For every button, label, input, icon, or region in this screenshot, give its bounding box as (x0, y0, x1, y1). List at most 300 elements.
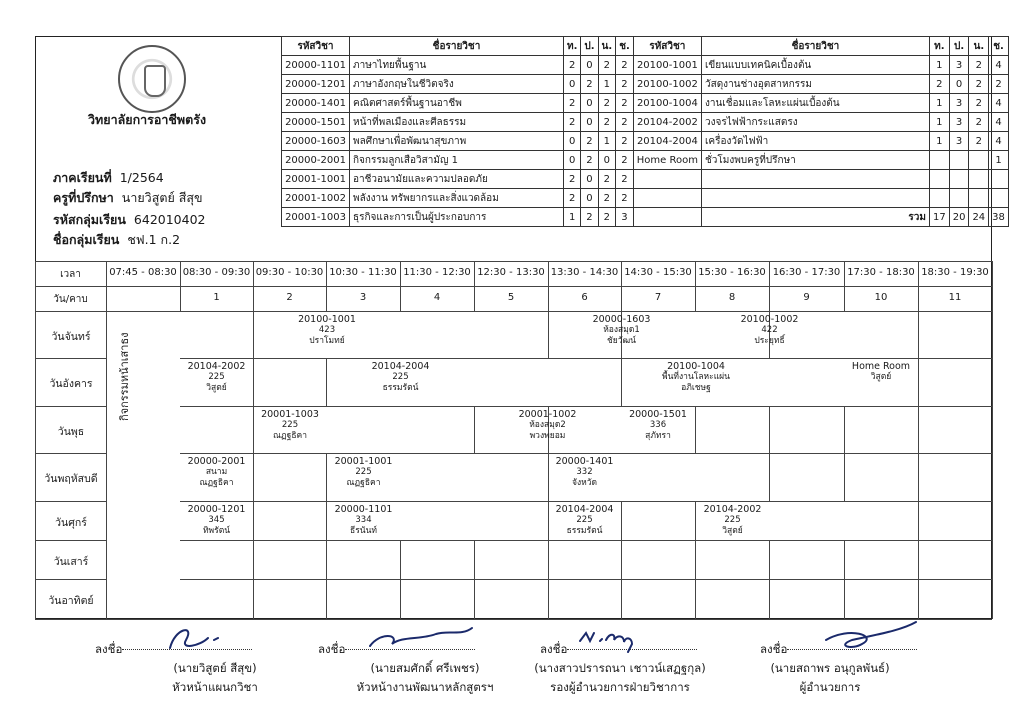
empty-cell (929, 170, 949, 189)
signature-line (540, 641, 697, 659)
grid-vline (326, 540, 327, 579)
subject-hours: 2 (616, 113, 634, 132)
subject-code: 20001-1003 (282, 208, 350, 227)
grid-vline (474, 579, 475, 619)
info-value: 642010402 (133, 212, 206, 227)
empty-cell (989, 189, 1009, 208)
subject-hours: 2 (989, 75, 1009, 94)
signature-line (95, 641, 252, 659)
signature-line (760, 641, 917, 659)
empty-cell (701, 170, 929, 189)
grid-hline (35, 619, 992, 620)
info-label: ชื่อกลุ่มเรียน (53, 232, 120, 247)
period-number: 10 (874, 292, 888, 303)
subject-code: 20100-1002 (633, 75, 701, 94)
subject-hours: 2 (581, 132, 598, 151)
grid-vline (695, 579, 696, 619)
subject-hours: 2 (598, 170, 616, 189)
subject-name: งานเชื่อมและโลหะแผ่นเบื้องต้น (701, 94, 929, 113)
subject-header-cell: รหัสวิชา (633, 37, 701, 56)
subject-row (282, 94, 1009, 113)
subject-name: เครื่องวัดไฟฟ้า (701, 132, 929, 151)
class-block (180, 361, 253, 394)
subject-name: ธุรกิจและการเป็นผู้ประกอบการ (350, 208, 564, 227)
subject-name: เขียนแบบเทคนิคเบื้องต้น (701, 56, 929, 75)
class-block (180, 409, 400, 442)
grid-vline (992, 579, 993, 619)
signer-name: (นายวิสูตย์ สีสุข) (173, 661, 257, 675)
subject-name: วงจรไฟฟ้ากระแสตรง (701, 113, 929, 132)
empty-cell (701, 189, 929, 208)
grid-hline (35, 501, 106, 502)
time-slot: 18:30 - 19:30 (921, 267, 989, 278)
class-teacher: ทิพรัตน์ (202, 526, 231, 536)
subject-hours: 1 (598, 75, 616, 94)
grid-vline (918, 358, 919, 406)
subject-name: คณิตศาสตร์พื้นฐานอาชีพ (350, 94, 564, 113)
subject-hours: 2 (616, 56, 634, 75)
empty-cell (633, 170, 701, 189)
class-block (548, 361, 844, 394)
signature-line (318, 641, 475, 659)
time-slot: 12:30 - 13:30 (477, 267, 545, 278)
subject-hours: 0 (564, 151, 581, 170)
time-slot: 14:30 - 15:30 (624, 267, 692, 278)
class-room: 345 (208, 515, 225, 525)
subject-code: 20104-2002 (633, 113, 701, 132)
empty-cell (989, 170, 1009, 189)
grid-vline (400, 540, 401, 579)
subject-hours: 2 (581, 151, 598, 170)
subject-header-cell: น. (969, 37, 989, 56)
class-room: 225 (724, 515, 741, 525)
subject-hours: 2 (564, 189, 581, 208)
subject-row (282, 56, 1009, 75)
subject-header-cell: ชื่อรายวิชา (701, 37, 929, 56)
total-hours: 38 (989, 208, 1009, 227)
period-number: 11 (948, 292, 962, 303)
grid-hline (35, 358, 106, 359)
period-number: 4 (433, 292, 441, 303)
period-number: 3 (359, 292, 367, 303)
info-label: ครูที่ปรึกษา (53, 190, 114, 205)
day-label: วันอังคาร (49, 378, 93, 390)
subject-hours: 3 (949, 94, 969, 113)
subject-header-cell: น. (598, 37, 616, 56)
subject-row (282, 151, 1009, 170)
time-slot: 16:30 - 17:30 (772, 267, 841, 278)
info-label: รหัสกลุ่มเรียน (53, 212, 126, 227)
total-label: รวม (701, 208, 929, 227)
signer-name: (นางสาวปรารถนา เชาวน์เสฏฐกุล) (534, 661, 706, 675)
subject-hours: 1 (929, 94, 949, 113)
grid-vline (253, 540, 254, 579)
subject-code: 20001-1001 (282, 170, 350, 189)
info-value: 1/2564 (119, 170, 164, 185)
subject-code: Home Room (633, 151, 701, 170)
subject-name: หน้าที่พลเมืองและศีลธรรม (350, 113, 564, 132)
signature-dots (345, 649, 475, 650)
subject-name: อาชีวอนามัยและความปลอดภัย (350, 170, 564, 189)
class-code: 20100-1004 (667, 361, 725, 372)
empty-cell (969, 170, 989, 189)
subject-hours: 2 (598, 94, 616, 113)
subject-row (282, 132, 1009, 151)
subject-hours (949, 151, 969, 170)
subject-hours: 2 (969, 113, 989, 132)
subject-header-cell: ท. (564, 37, 581, 56)
grid-vline (769, 406, 770, 453)
signature-label: ลงชื่อ (95, 642, 123, 656)
subject-hours: 2 (598, 113, 616, 132)
grid-hline (35, 540, 106, 541)
subject-header-cell: ป. (581, 37, 598, 56)
grid-hline (180, 579, 992, 580)
class-code: 20001-1001 (334, 456, 393, 467)
subject-hours (969, 151, 989, 170)
grid-vline (548, 579, 549, 619)
grid-vline (769, 579, 770, 619)
day-label: วันศุกร์ (55, 516, 87, 529)
class-code: 20000-1603 (592, 314, 651, 325)
class-code: 20000-1501 (629, 409, 687, 420)
grid-vline (326, 579, 327, 619)
grid-hline (35, 261, 992, 262)
class-block (253, 456, 474, 489)
grid-vline (918, 406, 919, 453)
subject-hours: 0 (564, 132, 581, 151)
empty-cell (929, 189, 949, 208)
subject-hours: 2 (929, 75, 949, 94)
signer-position: หัวหน้าแผนกวิชา (172, 680, 258, 694)
grid-vline (400, 579, 401, 619)
grid-vline (918, 453, 919, 501)
class-room: ห้องสมุด1 (603, 325, 640, 335)
subject-hours: 3 (616, 208, 634, 227)
subject-hours: 2 (581, 208, 598, 227)
class-code: 20000-1401 (555, 456, 614, 467)
class-room: 423 (318, 325, 336, 335)
class-code: 20000-2001 (187, 456, 246, 467)
period-number: 5 (507, 292, 515, 303)
subject-hours: 2 (969, 75, 989, 94)
signature-label: ลงชื่อ (540, 642, 568, 656)
college-name: วิทยาลัยการอาชีพตรัง (88, 112, 207, 127)
time-slot: 10:30 - 11:30 (329, 267, 397, 278)
class-teacher: ณฏฐธิคา (199, 478, 234, 488)
subject-name: กิจกรรมลูกเสือวิสามัญ 1 (350, 151, 564, 170)
subject-table (281, 36, 1009, 227)
grid-hline (35, 406, 106, 407)
subject-row (282, 113, 1009, 132)
class-room: 422 (761, 325, 778, 335)
subject-hours: 2 (616, 75, 634, 94)
subject-hours: 1 (598, 132, 616, 151)
signer-name: (นายสมศักดิ์ ศรีเพชร) (370, 661, 480, 675)
grid-hline (35, 453, 106, 454)
info-row (53, 168, 164, 188)
period-number: 2 (286, 292, 293, 303)
class-block (474, 409, 621, 442)
subject-hours: 2 (598, 189, 616, 208)
info-label: ภาคเรียนที่ (53, 170, 112, 185)
class-code: 20104-2002 (703, 504, 762, 515)
subject-hours: 2 (564, 56, 581, 75)
subject-hours: 2 (564, 94, 581, 113)
period-number: 9 (803, 292, 810, 303)
class-block (474, 456, 695, 489)
grid-vline (992, 261, 993, 311)
period-number: 8 (728, 292, 736, 303)
class-teacher: วิสูตย์ (870, 372, 892, 382)
class-block (253, 504, 474, 537)
signature-label: ลงชื่อ (760, 642, 788, 656)
grid-hline (180, 406, 992, 407)
class-teacher: ณฏฐธิคา (346, 478, 381, 488)
subject-header-cell: ชื่อรายวิชา (350, 37, 564, 56)
class-code: 20001-1003 (261, 409, 319, 420)
class-block (844, 361, 918, 383)
class-code: 20100-1001 (298, 314, 356, 325)
subject-row (282, 208, 1009, 227)
college-seal-icon (118, 45, 186, 113)
grid-vline (844, 540, 845, 579)
subject-row (282, 75, 1009, 94)
subject-name: พลังงาน ทรัพยากรและสิ่งแวดล้อม (350, 189, 564, 208)
class-room: สนาม (205, 467, 228, 477)
time-slot: 08:30 - 09:30 (182, 267, 251, 278)
subject-code: 20104-2004 (633, 132, 701, 151)
time-slot: 11:30 - 12:30 (403, 267, 471, 278)
grid-vline (844, 406, 845, 453)
subject-hours: 0 (581, 113, 598, 132)
grid-vline (992, 406, 993, 453)
class-room: 225 (208, 372, 225, 382)
subject-hours: 2 (616, 151, 634, 170)
subject-hours: 2 (564, 170, 581, 189)
class-code: 20001-1002 (518, 409, 577, 420)
grid-vline (621, 540, 622, 579)
subject-header-cell: ป. (949, 37, 969, 56)
subject-hours: 4 (989, 132, 1009, 151)
total-hours: 20 (949, 208, 969, 227)
grid-vline (695, 540, 696, 579)
morning-activity-cell (106, 311, 180, 619)
class-teacher: วิสูตย์ (206, 383, 227, 393)
subject-hours: 2 (616, 189, 634, 208)
class-code: 20104-2004 (555, 504, 614, 515)
subject-code: 20000-1201 (282, 75, 350, 94)
subject-hours: 2 (969, 56, 989, 75)
subject-header-cell: ช. (989, 37, 1009, 56)
class-teacher: ประยุทธิ์ (754, 336, 785, 346)
subject-code: 20100-1004 (633, 94, 701, 113)
subject-hours: 2 (598, 208, 616, 227)
subject-hours: 2 (969, 94, 989, 113)
grid-hline (180, 540, 992, 541)
subject-hours: 0 (564, 75, 581, 94)
subject-hours: 2 (581, 75, 598, 94)
subject-hours: 2 (598, 56, 616, 75)
subject-header-cell: ท. (929, 37, 949, 56)
class-block (548, 504, 621, 537)
grid-vline (918, 540, 919, 579)
signer-position: ผู้อำนวยการ (799, 680, 861, 694)
subject-hours: 3 (949, 56, 969, 75)
grid-vline (769, 453, 770, 501)
signature-dots (787, 649, 917, 650)
subject-hours (929, 151, 949, 170)
subject-name: ภาษาไทยพื้นฐาน (350, 56, 564, 75)
subject-hours: 0 (581, 189, 598, 208)
signer-name: (นายสถาพร อนุกูลพันธ์) (770, 661, 890, 675)
class-block (180, 314, 474, 347)
time-label: เวลา (60, 269, 81, 280)
grid-hline (180, 358, 992, 359)
subject-hours: 1 (929, 56, 949, 75)
subject-header-row (282, 37, 1009, 56)
subject-hours: 4 (989, 113, 1009, 132)
empty-cell (969, 189, 989, 208)
grid-vline (548, 540, 549, 579)
subject-hours: 1 (564, 208, 581, 227)
time-slot: 13:30 - 14:30 (550, 267, 619, 278)
period-number: 1 (213, 292, 220, 303)
time-slot: 17:30 - 18:30 (847, 267, 915, 278)
class-block (621, 409, 695, 442)
class-teacher: ธรรมรัตน์ (382, 383, 419, 393)
subject-name: ภาษาอังกฤษในชีวิตจริง (350, 75, 564, 94)
class-teacher: ปราโมทย์ (309, 336, 345, 346)
class-block (695, 314, 844, 347)
grid-vline (918, 501, 919, 540)
class-room: ห้องสมุด2 (529, 420, 566, 430)
class-room: 334 (355, 515, 372, 525)
class-room: 225 (576, 515, 593, 525)
grid-vline (769, 540, 770, 579)
info-row (53, 230, 180, 250)
grid-vline (695, 406, 696, 453)
day-label: วันพุธ (57, 425, 85, 438)
empty-cell (633, 189, 701, 208)
class-teacher: พวงพยอม (529, 431, 566, 441)
class-teacher: อภิเชษฐ (681, 383, 711, 393)
class-teacher: จังหวัด (571, 478, 598, 488)
morning-activity: กิจกรรมหน้าเสาธง (118, 332, 131, 421)
info-value: ชฟ.1 ก.2 (127, 232, 181, 247)
class-block (180, 456, 253, 489)
subject-hours: 1 (989, 151, 1009, 170)
signature-dots (567, 649, 697, 650)
empty-cell (949, 170, 969, 189)
signature-dots (122, 649, 252, 650)
subject-hours: 0 (581, 170, 598, 189)
class-block (621, 504, 844, 537)
subject-hours: 2 (564, 113, 581, 132)
grid-vline (474, 540, 475, 579)
class-block (548, 314, 695, 347)
signer-position: รองผู้อำนวยการฝ่ายวิชาการ (550, 680, 690, 694)
period-number: 6 (581, 292, 588, 303)
class-room: พื้นที่งานโลหะแผ่น (662, 372, 730, 382)
subject-hours: 2 (969, 132, 989, 151)
class-code: 20000-1201 (187, 504, 246, 515)
class-teacher: ธีรนันท์ (350, 526, 377, 536)
subject-hours: 2 (616, 132, 634, 151)
total-hours: 24 (969, 208, 989, 227)
grid-vline (992, 358, 993, 406)
subject-row (282, 170, 1009, 189)
time-slot: 09:30 - 10:30 (255, 267, 324, 278)
signature-label: ลงชื่อ (318, 642, 346, 656)
day-label: วันอาทิตย์ (48, 595, 94, 607)
grid-vline (992, 540, 993, 579)
subject-code: 20000-2001 (282, 151, 350, 170)
subject-name: พลศึกษาเพื่อพัฒนาสุขภาพ (350, 132, 564, 151)
subject-name: ชั่วโมงพบครูที่ปรึกษา (701, 151, 929, 170)
grid-hline (35, 286, 992, 287)
subject-code: 20000-1401 (282, 94, 350, 113)
grid-vline (844, 453, 845, 501)
class-teacher: ธรรมรัตน์ (566, 526, 603, 536)
class-room: 332 (576, 467, 593, 477)
class-block (180, 504, 253, 537)
subject-hours: 1 (929, 113, 949, 132)
grid-hline (35, 579, 106, 580)
subject-hours: 0 (581, 94, 598, 113)
info-row (53, 210, 206, 230)
subject-hours: 2 (616, 94, 634, 113)
class-teacher: ชัยวัฒน์ (606, 336, 636, 346)
day-label: วันเสาร์ (53, 555, 89, 568)
grid-vline (992, 311, 993, 358)
class-code: 20100-1002 (740, 314, 799, 325)
subject-name: วัสดุงานช่างอุตสาหกรรม (701, 75, 929, 94)
info-value: นายวิสูตย์ สีสุข (121, 190, 203, 205)
subject-hours: 2 (616, 170, 634, 189)
day-label: วันจันทร์ (51, 330, 91, 343)
grid-vline (992, 501, 993, 540)
subject-code: 20000-1501 (282, 113, 350, 132)
grid-hline (180, 501, 992, 502)
grid-vline (918, 579, 919, 619)
class-code: 20104-2004 (371, 361, 430, 372)
grid-hline (180, 453, 992, 454)
subject-code: 20100-1001 (633, 56, 701, 75)
grid-vline (844, 579, 845, 619)
time-slot: 07:45 - 08:30 (109, 267, 177, 278)
class-room: 336 (649, 420, 667, 430)
info-row (53, 188, 203, 208)
signer-position: หัวหน้างานพัฒนาหลักสูตรฯ (356, 680, 494, 694)
subject-header-cell: รหัสวิชา (282, 37, 350, 56)
subject-code: 20000-1603 (282, 132, 350, 151)
subject-hours: 3 (949, 132, 969, 151)
class-block (253, 361, 548, 394)
empty-cell (949, 189, 969, 208)
class-room: 225 (355, 467, 372, 477)
day-label: วันพฤหัสบดี (44, 473, 98, 485)
subject-hours: 4 (989, 56, 1009, 75)
grid-vline (992, 453, 993, 501)
subject-code: 20001-1002 (282, 189, 350, 208)
subject-hours: 0 (949, 75, 969, 94)
subject-code (633, 208, 701, 227)
time-slot: 15:30 - 16:30 (698, 267, 766, 278)
class-code: Home Room (851, 361, 911, 372)
period-label: วัน/คาบ (53, 294, 88, 305)
subject-code: 20000-1101 (282, 56, 350, 75)
